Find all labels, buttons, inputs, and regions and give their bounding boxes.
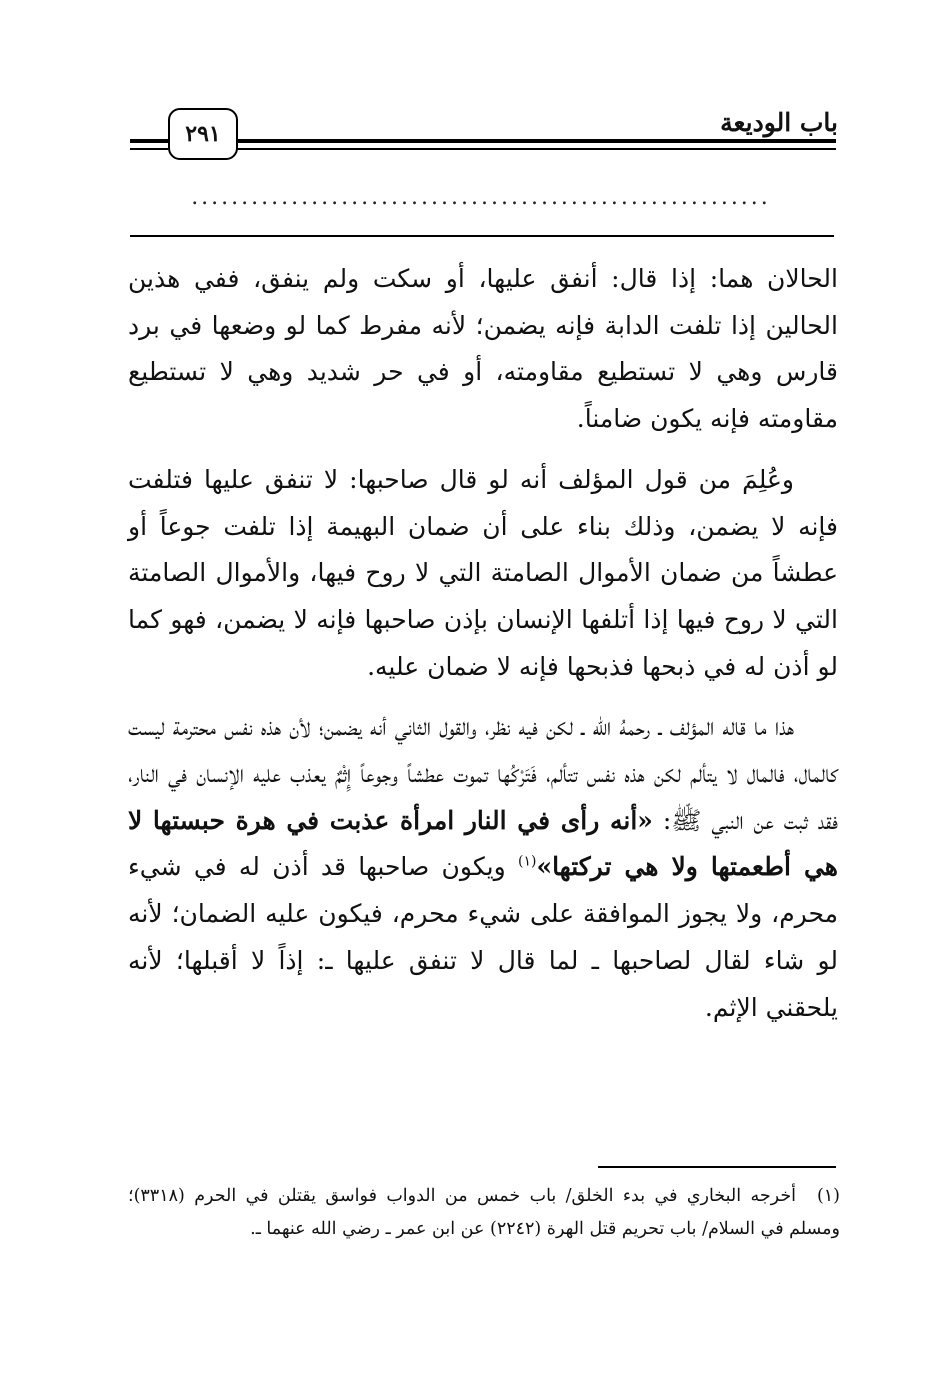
paragraph-2: وعُلِمَ من قول المؤلف أنه لو قال صاحبها: لا تنفق عليها فتلفت فإنه لا يضمن، وذلك بناء على أن ضمان البهيمة إذا تلفت جوعاً أو عطشاً من ضمان الأموال الصامتة التي لا روح فيها، والأموال الصامتة التي لا روح فيها إذا أتلفها الإنسان بإذن صاحبها فإنه لا يضمن، فهو كما لو أذن له في ذبحها فذبحها فإنه لا ضمان عليه.: [128, 464, 838, 681]
header-rule-left-thick: [130, 139, 168, 143]
footnote-text: أخرجه البخاري في بدء الخلق/ باب خمس من الدواب فواسق يقتلن في الحرم (٣٣١٨)؛ ومسلم في السلام/ باب تحريم قتل الهرة (٢٢٤٢) عن ابن عمر ـ رضي الله عنهما ـ.: [128, 1186, 840, 1239]
hadith-quote: «أنه رأى في النار امرأة عذبت في هرة حبستها لا هي أطعمتها ولا هي تركتها»: [128, 805, 838, 882]
page-number: ٢٩١: [168, 108, 238, 160]
header-rule-thick: [236, 139, 836, 143]
separator-line: [130, 235, 834, 237]
paragraph-3: [128, 704, 838, 1031]
footnote: [128, 1180, 840, 1246]
footnote-rule: [598, 1166, 836, 1168]
paragraph-3-rest: ويكون صاحبها قد أذن له في شيء محرم، ولا يجوز الموافقة على شيء محرم، فيكون عليه الضمان؛ لأنه لو شاء لقال لصاحبها ـ لما قال لا تنفق عليها ـ: إذاً لا أقبلها؛ لأنه يلحقني الإثم.: [128, 852, 838, 1022]
dotted-separator: ..........................................................: [191, 188, 771, 208]
main-text: [128, 256, 838, 1045]
header-rule-left-thin: [130, 148, 168, 150]
paragraph-1: الحالان هما: إذا قال: أنفق عليها، أو سكت ولم ينفق، ففي هذين الحالين إذا تلفت الدابة فإنه يضمن؛ لأنه مفرط كما لو وضعها في برد قارس وهي لا تستطيع مقاومته، أو في حر شديد وهي لا تستطيع مقاومته فإنه يكون ضامناً.: [128, 264, 838, 434]
paragraph-3-intro: هذا ما قاله المؤلف ـ رحمهُ الله ـ لكن فيه نظر، والقول الثاني أنه يضمن؛ لأن هذه نفس محترمة ليست كالمال، فالمال لا يتألم لكن هذه نفس تتألم، فَتَرْكُها تموت عطشاً وجوعاً إِثْمٌ يعذب عليه الإنسان في النار، فقد ثبت عن النبي ﷺ:: [128, 712, 838, 835]
footnote-number: (١): [816, 1186, 840, 1206]
header-rule-thin: [236, 148, 836, 150]
chapter-title: باب الوديعة: [720, 108, 838, 137]
footnote-reference[interactable]: (١): [517, 854, 537, 871]
